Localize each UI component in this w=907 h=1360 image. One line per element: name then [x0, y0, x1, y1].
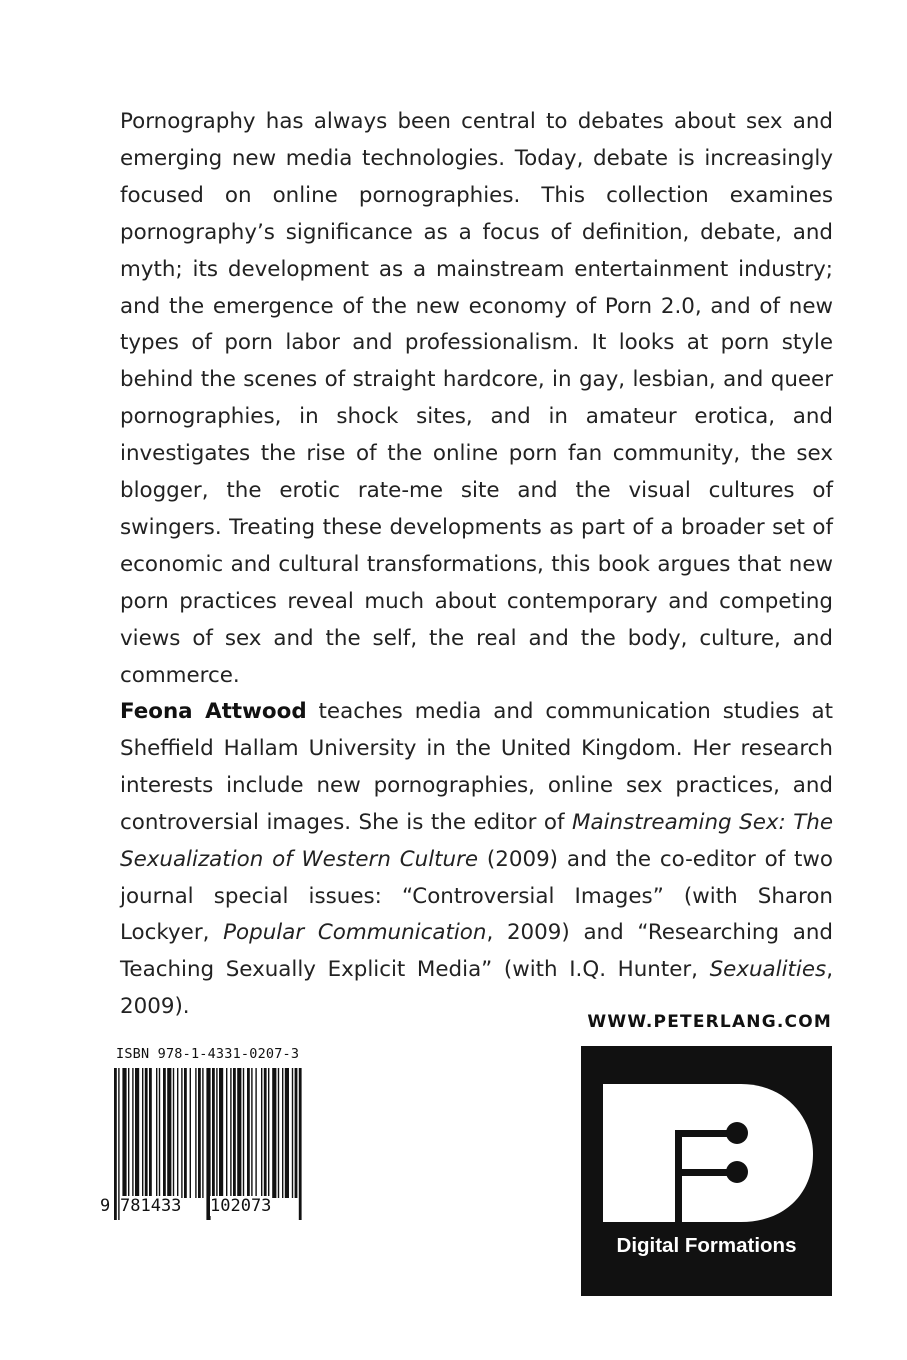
barcode-bar — [190, 1068, 191, 1198]
barcode-bar — [212, 1068, 215, 1198]
barcode-bar — [202, 1068, 203, 1198]
barcode-bar — [243, 1068, 244, 1198]
barcode-bar — [264, 1068, 267, 1198]
barcode-bar — [156, 1068, 157, 1198]
barcode-bar — [255, 1068, 256, 1198]
barcode-bar — [122, 1068, 126, 1198]
barcode-bar — [292, 1068, 293, 1198]
bio-text-4: , 2009). — [120, 957, 833, 1020]
barcode-bar — [132, 1068, 133, 1198]
barcode-bar — [272, 1068, 276, 1198]
barcode-bar — [198, 1068, 201, 1198]
barcode-bar — [173, 1068, 174, 1198]
author-name: Feona Attwood — [120, 699, 307, 724]
barcode-bar — [261, 1068, 262, 1198]
barcode-bar — [216, 1068, 217, 1198]
series-name: Digital Formations — [616, 1234, 797, 1257]
barcode-bar — [195, 1068, 196, 1198]
book-description: Pornography has always been central to debates about sex and emerging new media technologies. Today, debate is increasingly focused on online pornographies. This collection examines pornography’s significance as a focus of definition, debate, and myth; its development as a mainstream entertainment industry; and the emergence of the new economy of Porn 2.0, and of new types of porn labor and professionalism. It looks at porn style behind the scenes of straight hardcore, in gay, lesbian, and queer pornographies, in shock sites, and in amateur erotica, and investigates the rise of the online porn fan community, the sex blogger, the erotic rate-me site and the visual cultures of swingers. Treating these developments as part of a broader set of economic and cultural transformations, this book argues that new porn practices reveal much about contemporary and competing views of sex and the self, the real and the body, culture, and commerce. — [120, 109, 833, 688]
bio-text-1: teaches media and communication studies at Sheffield Hallam University in the United Kingdom. Her research interests include new pornographies, online sex practices, and controversial images. She is the editor of — [120, 699, 834, 835]
barcode-bar — [226, 1068, 227, 1198]
barcode-bar — [149, 1068, 152, 1198]
barcode-digits-right: 102073 — [210, 1196, 272, 1216]
barcode-bar — [247, 1068, 250, 1198]
barcode-bar — [135, 1068, 139, 1198]
barcode-digit-first: 9 — [100, 1196, 111, 1216]
barcode-bar — [237, 1068, 241, 1198]
barcode-digits-left: 781433 — [120, 1196, 182, 1216]
barcode-bar — [230, 1068, 231, 1198]
bio-text-3: , 2009) and “Researching and Teaching Sexually Explicit Media” (with I.Q. Hunter, — [120, 920, 833, 983]
barcode-bar — [177, 1068, 178, 1198]
barcode-bar — [219, 1068, 223, 1198]
isbn-label: ISBN 978-1-4331-0207-3 — [116, 1046, 300, 1062]
author-bio — [120, 694, 833, 1026]
barcode-bar — [181, 1068, 182, 1198]
barcode-bar — [251, 1068, 252, 1198]
book-title: Mainstreaming Sex: The Sexualization of Western Culture — [120, 809, 833, 872]
barcode-bar — [163, 1068, 166, 1198]
journal-title-2: Sexualities — [709, 957, 827, 983]
barcode-bar — [268, 1068, 269, 1198]
barcode-bar — [159, 1068, 160, 1198]
digital-formations-logo-icon — [581, 1046, 832, 1296]
barcode-bar — [114, 1068, 117, 1220]
bio-text-2: (2009) and the co-editor of two journal special issues: “Controversial Images” (with Sharon Lockyer, — [120, 846, 834, 946]
barcode-bar — [285, 1068, 289, 1198]
barcode-bar — [233, 1068, 236, 1198]
barcode-bar — [299, 1068, 302, 1220]
barcode-bar — [167, 1068, 171, 1198]
barcode-bar — [184, 1068, 187, 1198]
barcode-bar — [142, 1068, 143, 1198]
series-logo — [581, 1046, 832, 1296]
publisher-url: WWW.PETERLANG.COM — [587, 1012, 832, 1032]
journal-title-1: Popular Communication — [223, 920, 487, 946]
barcode-bar — [145, 1068, 148, 1198]
barcode-bar — [282, 1068, 283, 1198]
barcode-bar — [278, 1068, 279, 1198]
barcode-bar — [295, 1068, 298, 1198]
barcode-bar — [128, 1068, 129, 1198]
